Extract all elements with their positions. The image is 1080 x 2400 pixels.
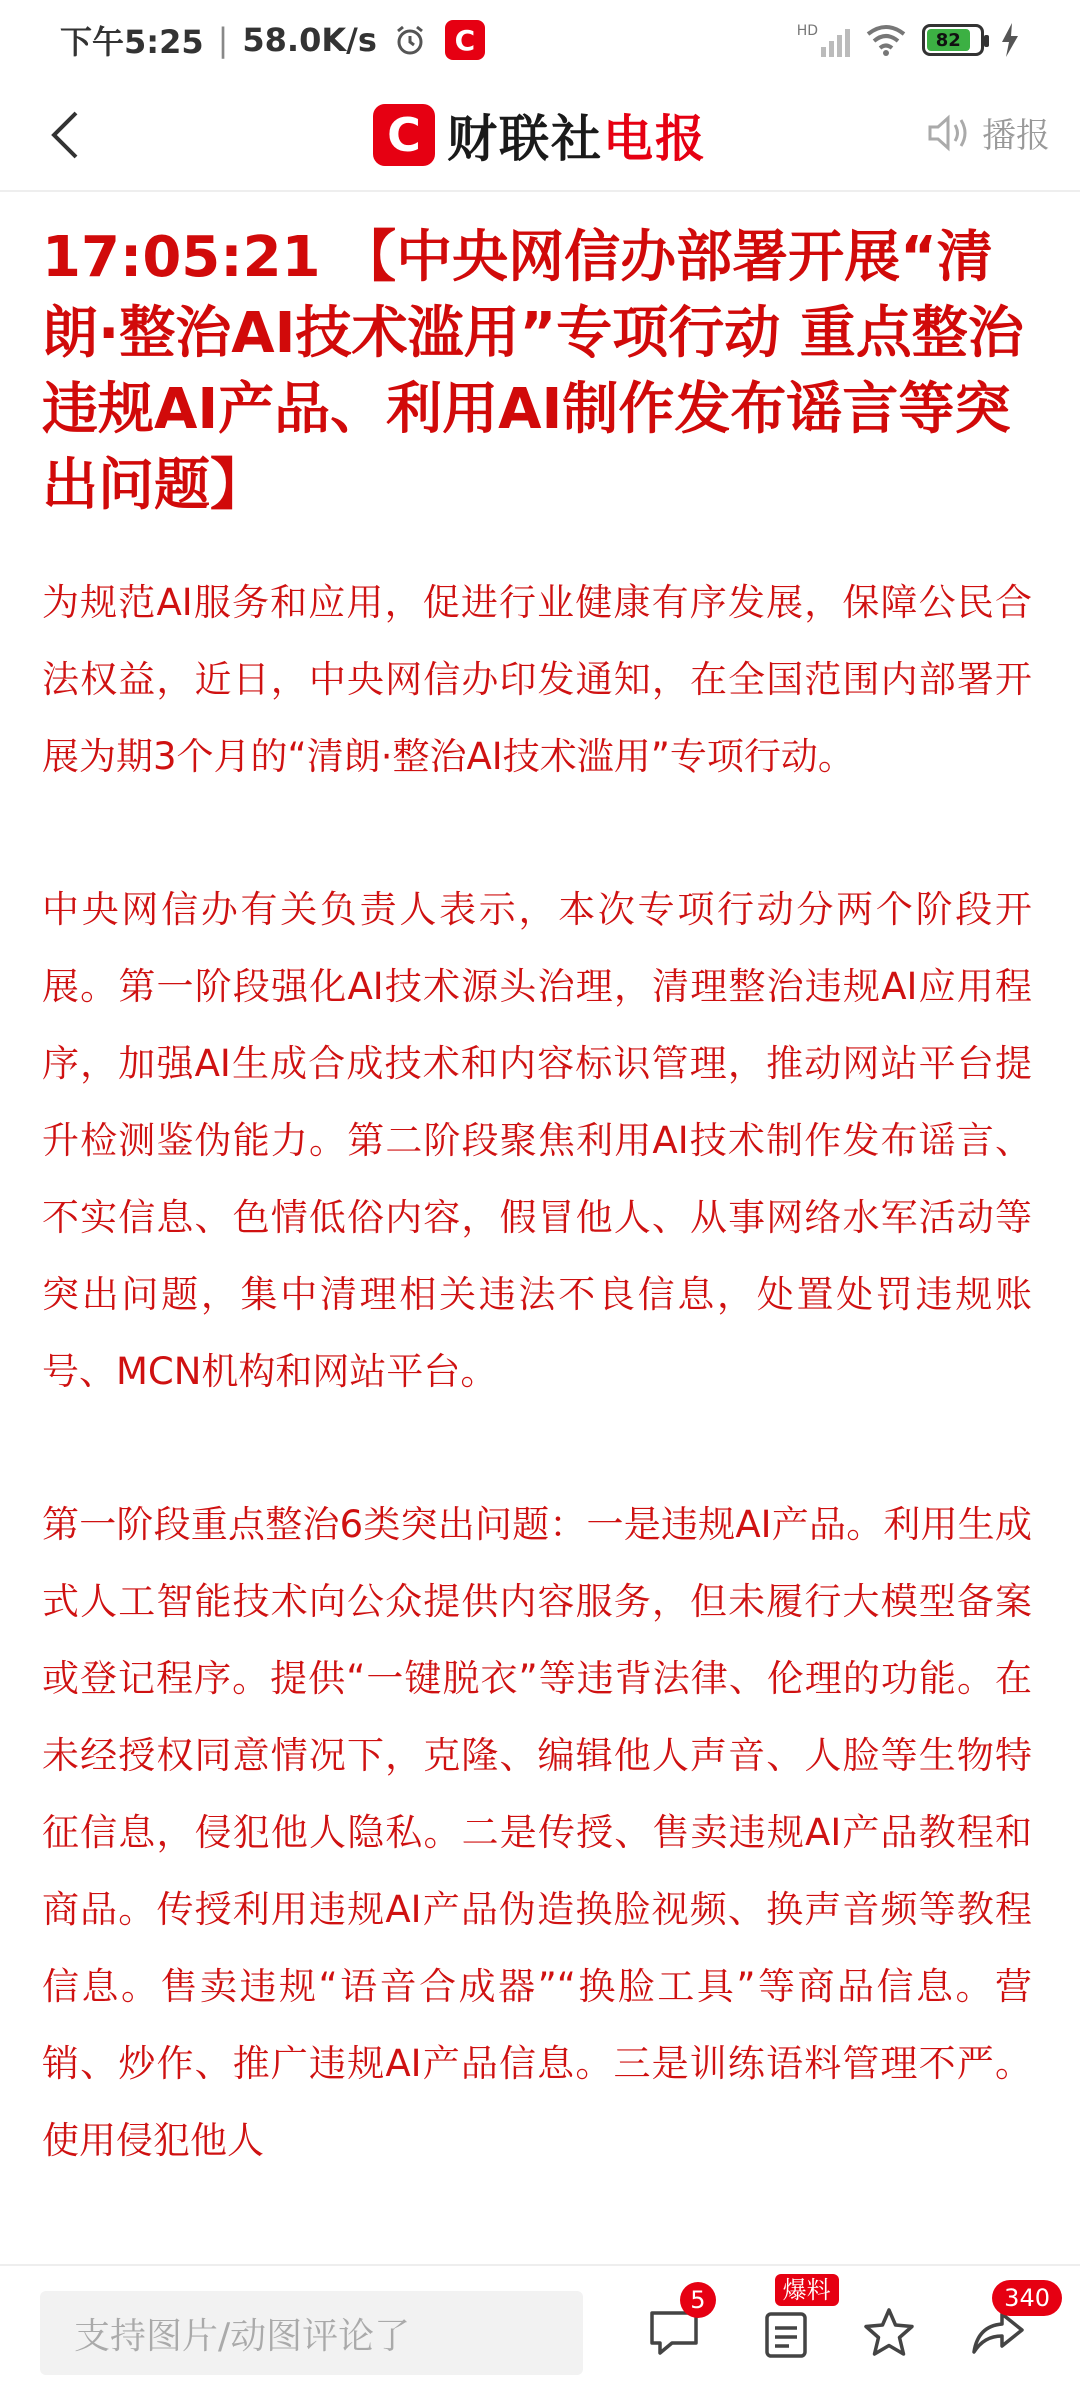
charging-icon — [1000, 23, 1020, 57]
status-bar — [0, 0, 1080, 80]
bottom-action-bar — [0, 2264, 1080, 2400]
broadcast-button[interactable] — [926, 108, 1050, 157]
article-paragraph: 为规范AI服务和应用，促进行业健康有序发展，保障公民合法权益，近日，中央网信办印发通知，在全国范围内部署开展为期3个月的“清朗·整治AI技术滥用”专项行动。 — [42, 581, 1032, 778]
report-tip-button[interactable] — [744, 2276, 831, 2378]
status-net-speed: 58.0K/s — [242, 21, 377, 59]
cls-app-notification-icon: C — [445, 20, 485, 60]
star-icon — [861, 2306, 917, 2360]
brand-title — [447, 99, 707, 171]
comment-count-badge: 5 — [680, 2282, 716, 2318]
article-paragraph: 中央网信办有关负责人表示，本次专项行动分两个阶段开展。第一阶段强化AI技术源头治理，清理整治违规AI应用程序，加强AI生成合成技术和内容标识管理，推动网站平台提升检测鉴伪能力。第二阶段聚焦利用AI技术制作发布谣言、不实信息、色情低俗内容，假冒他人、从事网络水军活动等突出问题，集中清理相关违法不良信息，处置处罚违规账号、MCN机构和网站平台。 — [42, 888, 1032, 1393]
status-time: 下午5:25 — [60, 23, 204, 61]
nav-bar — [0, 80, 1080, 192]
cls-logo-icon: C — [373, 104, 435, 166]
article-headline: 17:05:21 【中央网信办部署开展“清朗·整治AI技术滥用”专项行动 重点整治违规AI产品、利用AI制作发布谣言等突出问题】 — [42, 225, 1024, 518]
back-arrow-icon — [50, 110, 80, 160]
comment-input[interactable]: 支持图片/动图评论了 — [40, 2291, 583, 2375]
wifi-icon — [866, 24, 906, 56]
article-content — [42, 220, 1032, 2179]
brand-logo — [373, 99, 707, 171]
battery-level: 82 — [927, 29, 970, 51]
brand-title-red: 电报 — [603, 110, 707, 168]
hd-label: HD — [796, 23, 818, 39]
share-button[interactable] — [955, 2284, 1050, 2378]
status-separator: | — [217, 21, 229, 59]
battery-indicator — [922, 24, 984, 56]
signal-icon — [797, 23, 850, 57]
share-count-badge: 340 — [992, 2280, 1062, 2316]
speaker-icon — [926, 113, 972, 153]
article-paragraph: 第一阶段重点整治6类突出问题：一是违规AI产品。利用生成式人工智能技术向公众提供内容服务，但未履行大模型备案或登记程序。提供“一键脱衣”等违背法律、伦理的功能。在未经授权同意情况下，克隆、编辑他人声音、人脸等生物特征信息，侵犯他人隐私。二是传授、售卖违规AI产品教程和商品。传授利用违规AI产品伪造换脸视频、换声音频等教程信息。售卖违规“语音合成器”“换脸工具”等商品信息。营销、炒作、推广违规AI产品信息。三是训练语料管理不严。使用侵犯他人 — [42, 1503, 1032, 2162]
alarm-icon — [393, 23, 427, 57]
back-button[interactable] — [30, 100, 100, 170]
comments-button[interactable] — [631, 2288, 716, 2378]
status-right — [797, 23, 1020, 57]
report-icon — [761, 2306, 811, 2360]
brand-title-black: 财联社 — [447, 110, 603, 168]
status-left — [60, 17, 485, 63]
report-tag-badge: 爆料 — [775, 2274, 839, 2306]
broadcast-label: 播报 — [982, 116, 1050, 156]
favorite-button[interactable] — [847, 2288, 932, 2378]
